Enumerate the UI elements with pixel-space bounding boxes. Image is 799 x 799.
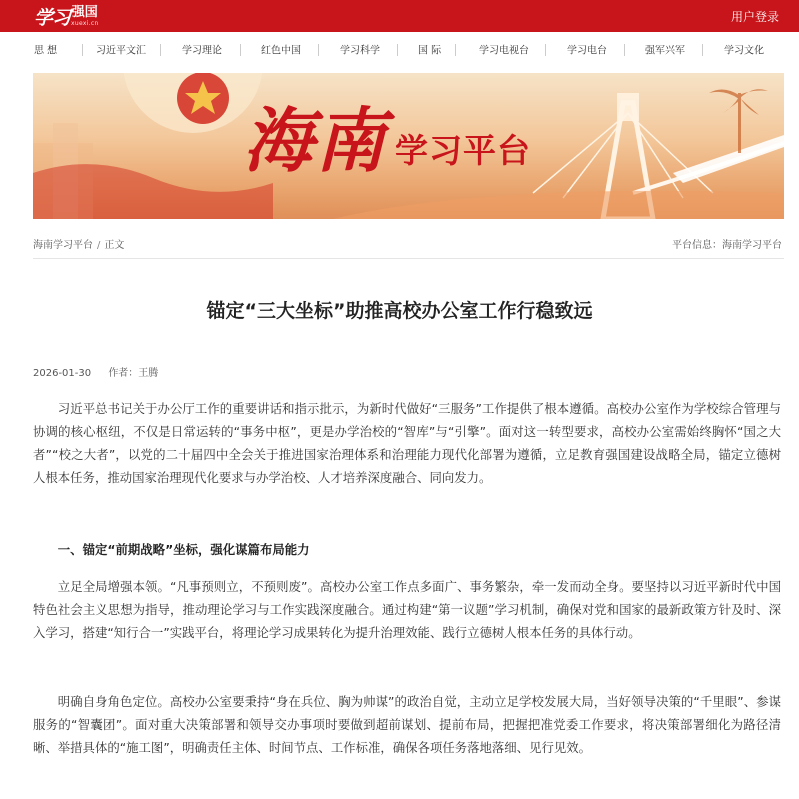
breadcrumb-separator: / <box>97 240 101 251</box>
nav-separator <box>624 44 625 56</box>
nav-separator <box>82 44 83 56</box>
nav-separator <box>702 44 703 56</box>
nav-separator <box>318 44 319 56</box>
article-title: 锚定“三大坐标”助推高校办公室工作行稳致远 <box>206 300 593 322</box>
nav-item-study-science[interactable]: 学习科学 <box>340 45 380 57</box>
top-bar <box>0 0 799 32</box>
article-paragraph: 明确自身角色定位。高校办公室要秉持“身在兵位、胸为帅谋”的政治自觉，主动立足学校发展大局，当好领导决策的“千里眼”、参谋服务的“智囊团”。面对重大决策部署和领导交办事项时要做到超前谋划、提前布局，把握把准党委工作要求，将决策部署细化为路径清晰、举措具体的“施工图”，明确责任主体、时间节点、工作标准，确保各项任务落地落细、见行见效。 <box>33 694 781 755</box>
nav-separator <box>455 44 456 56</box>
nav-separator <box>160 44 161 56</box>
section-heading: 一、锚定“前期战略”坐标，强化谋篇布局能力 <box>57 542 310 557</box>
nav-separator <box>397 44 398 56</box>
logo-domain: xuexi.cn <box>71 19 99 27</box>
train-icon <box>633 135 784 193</box>
breadcrumb <box>33 236 124 251</box>
site-logo[interactable] <box>34 3 99 29</box>
nav-item-study-theory[interactable]: 学习理论 <box>182 45 222 57</box>
nav-item-international[interactable]: 国 际 <box>418 45 442 57</box>
banner-title-hainan: 海南 <box>243 99 387 182</box>
nav-item-study-culture[interactable]: 学习文化 <box>724 45 764 57</box>
banner-title-platform: 学习平台 <box>395 131 531 170</box>
emblem-star-icon <box>177 73 229 124</box>
breadcrumb-home-link[interactable]: 海南学习平台 <box>33 240 93 251</box>
article-date: 2026-01-30 <box>33 368 92 379</box>
nav-separator <box>240 44 241 56</box>
nav-item-thought[interactable]: 思 想 <box>34 45 58 57</box>
nav-item-xi-collection[interactable]: 习近平文汇 <box>96 45 146 57</box>
divider <box>33 258 784 259</box>
breadcrumb-current: 正文 <box>104 240 125 251</box>
logo-script: 学习 <box>34 6 71 29</box>
article-meta <box>33 364 158 379</box>
nav-item-red-china[interactable]: 红色中国 <box>261 45 301 57</box>
nav-item-strong-army[interactable]: 强军兴军 <box>645 45 685 57</box>
article-paragraph: 立足全局增强本领。“凡事预则立，不预则废”。高校办公室工作点多面广、事务繁杂，牵一发而动全身。要坚持以习近平新时代中国特色社会主义思想为指导，推动理论学习与工作实践深度融合。通过构建“第一议题”学习机制，确保对党和国家的最新政策方针及时、深入学习，搭建“知行合一”实践平台，将理论学习成果转化为提升治理效能、践行立德树人根本任务的具体行动。 <box>33 579 781 640</box>
nav-item-study-radio[interactable]: 学习电台 <box>567 45 607 57</box>
article-author: 作者：王腾 <box>108 368 159 379</box>
article-paragraph: 习近平总书记关于办公厅工作的重要讲话和指示批示，为新时代做好“三服务”工作提供了根本遵循。高校办公室作为学校综合管理与协调的核心枢纽，不仅是日常运转的“事务中枢”，更是办学治校的“智库”与“引擎”。面对这一转型要求，高校办公室需始终胸怀“国之大者”“校之大者”，以党的二十届四中全会关于推进国家治理体系和治理能力现代化部署为遵循，立足教育强国建设战略全局，锚定立德树人根本任务，推动国家治理现代化要求与办学治校、人才培养深度融合、同向发力。 <box>33 401 781 485</box>
nav-item-study-tv[interactable]: 学习电视台 <box>479 45 529 57</box>
palm-tree-icon <box>709 89 768 153</box>
login-link[interactable]: 用户登录 <box>730 10 779 24</box>
nav-separator <box>545 44 546 56</box>
hainan-banner <box>33 73 784 219</box>
platform-info: 平台信息：海南学习平台 <box>672 240 782 251</box>
logo-text: 强国 <box>71 4 98 20</box>
